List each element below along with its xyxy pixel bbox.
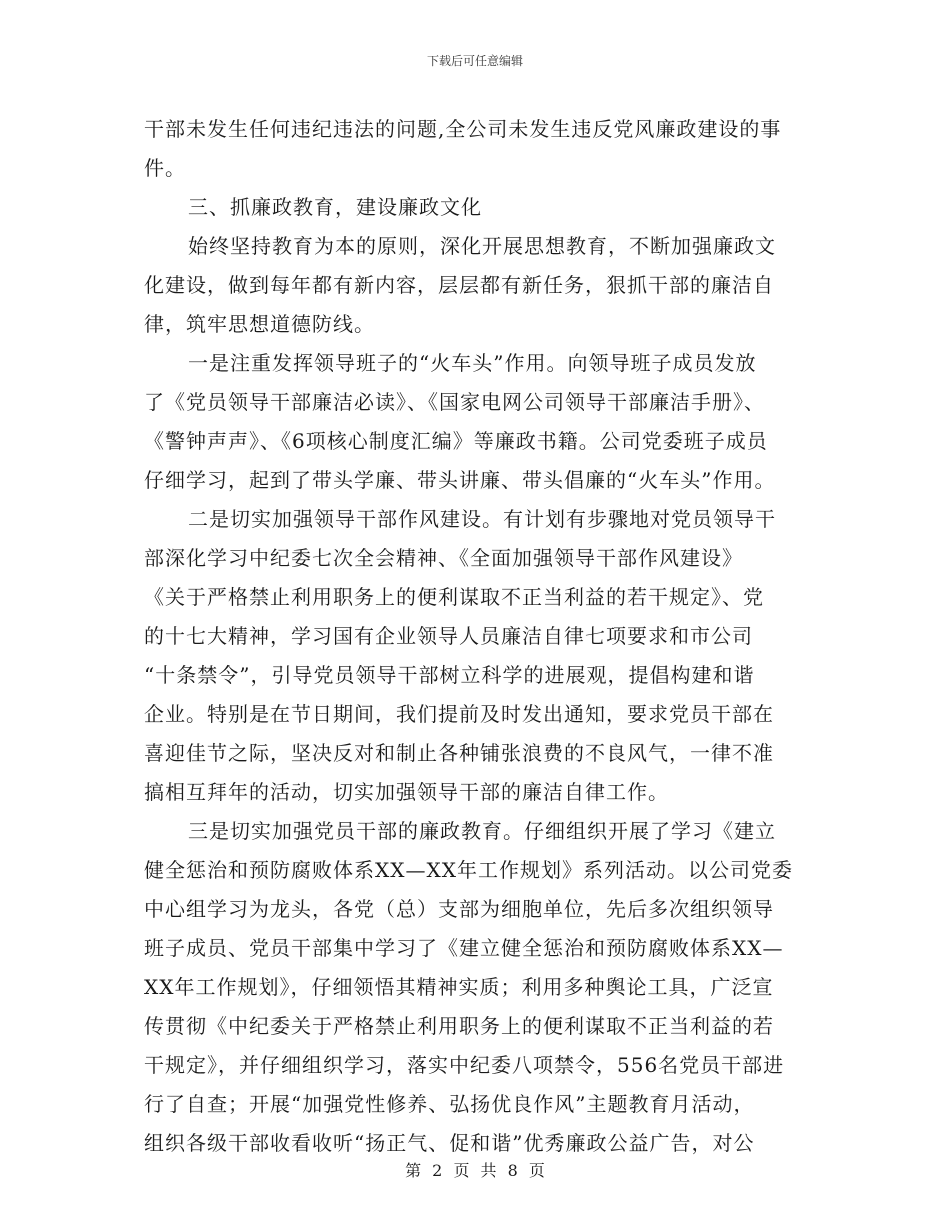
text-line: 三是切实加强党员干部的廉政教育。仔细组织开展了学习《建立 <box>188 819 776 843</box>
text-line: 部深化学习中纪委七次全会精神、《全面加强领导干部作风建设》 <box>144 546 743 570</box>
text-line: 组织各级干部收看收听“扬正气、促和谐”优秀廉政公益广告，对公 <box>144 1131 755 1155</box>
page-header <box>0 52 950 69</box>
text-line: 健全惩治和预防腐败体系XX—XX年工作规划》系列活动。以公司党委 <box>144 858 793 882</box>
text-line: 《警钟声声》、《6项核心制度汇编》等廉政书籍。公司党委班子成员 <box>144 429 768 453</box>
text-line: XX年工作规划》，仔细领悟其精神实质；利用多种舆论工具，广泛宣 <box>144 975 774 999</box>
text-line: 《关于严格禁止利用职务上的便利谋取不正当利益的若干规定》、党 <box>144 585 764 609</box>
text-line: 仔细学习，起到了带头学廉、带头讲廉、带头倡廉的“火车头”作用。 <box>144 468 776 492</box>
document-body <box>144 110 810 1163</box>
text-line: 搞相互拜年的活动，切实加强领导干部的廉洁自律工作。 <box>144 780 669 804</box>
text-line: 企业。特别是在节日期间，我们提前及时发出通知，要求党员干部在 <box>144 702 774 726</box>
text-line: 始终坚持教育为本的原则，深化开展思想教育，不断加强廉政文 <box>188 234 776 258</box>
text-line: 班子成员、党员干部集中学习了《建立健全惩治和预防腐败体系XX— <box>144 936 784 960</box>
text-line: 干部未发生任何违纪违法的问题,全公司未发生违反党风廉政建设的事 <box>144 117 782 141</box>
text-line: 传贯彻《中纪委关于严格禁止利用职务上的便利谋取不正当利益的若 <box>144 1014 774 1038</box>
header-text: 下载后可任意编辑 <box>426 54 523 68</box>
text-line: 化建设，做到每年都有新内容，层层都有新任务，狠抓干部的廉洁自 <box>144 273 774 297</box>
page-number: 第 2 页 共 8 页 <box>405 1161 545 1180</box>
page-footer <box>0 1158 950 1181</box>
text-line: 了《党员领导干部廉洁必读》、《国家电网公司领导干部廉洁手册》、 <box>144 390 765 414</box>
text-line: “十条禁令”，引导党员领导干部树立科学的进展观，提倡构建和谐 <box>144 663 755 687</box>
text-line: 二是切实加强领导干部作风建设。有计划有步骤地对党员领导干 <box>188 507 776 531</box>
text-line: 一是注重发挥领导班子的“火车头”作用。向领导班子成员发放 <box>188 351 757 375</box>
text-line: 律，筑牢思想道德防线。 <box>144 312 375 336</box>
text-line: 行了自查；开展“加强党性修养、弘扬优良作风”主题教育月活动， <box>144 1092 755 1116</box>
text-line: 三、抓廉政教育，建设廉政文化 <box>188 195 482 219</box>
text-line: 的十七大精神，学习国有企业领导人员廉洁自律七项要求和市公司 <box>144 624 753 648</box>
text-line: 喜迎佳节之际，坚决反对和制止各种铺张浪费的不良风气，一律不准 <box>144 741 774 765</box>
text-line: 中心组学习为龙头，各党（总）支部为细胞单位，先后多次组织领导 <box>144 897 774 921</box>
text-line: 件。 <box>144 156 186 180</box>
text-line: 干规定》，并仔细组织学习，落实中纪委八项禁令，556名党员干部进 <box>144 1053 785 1077</box>
